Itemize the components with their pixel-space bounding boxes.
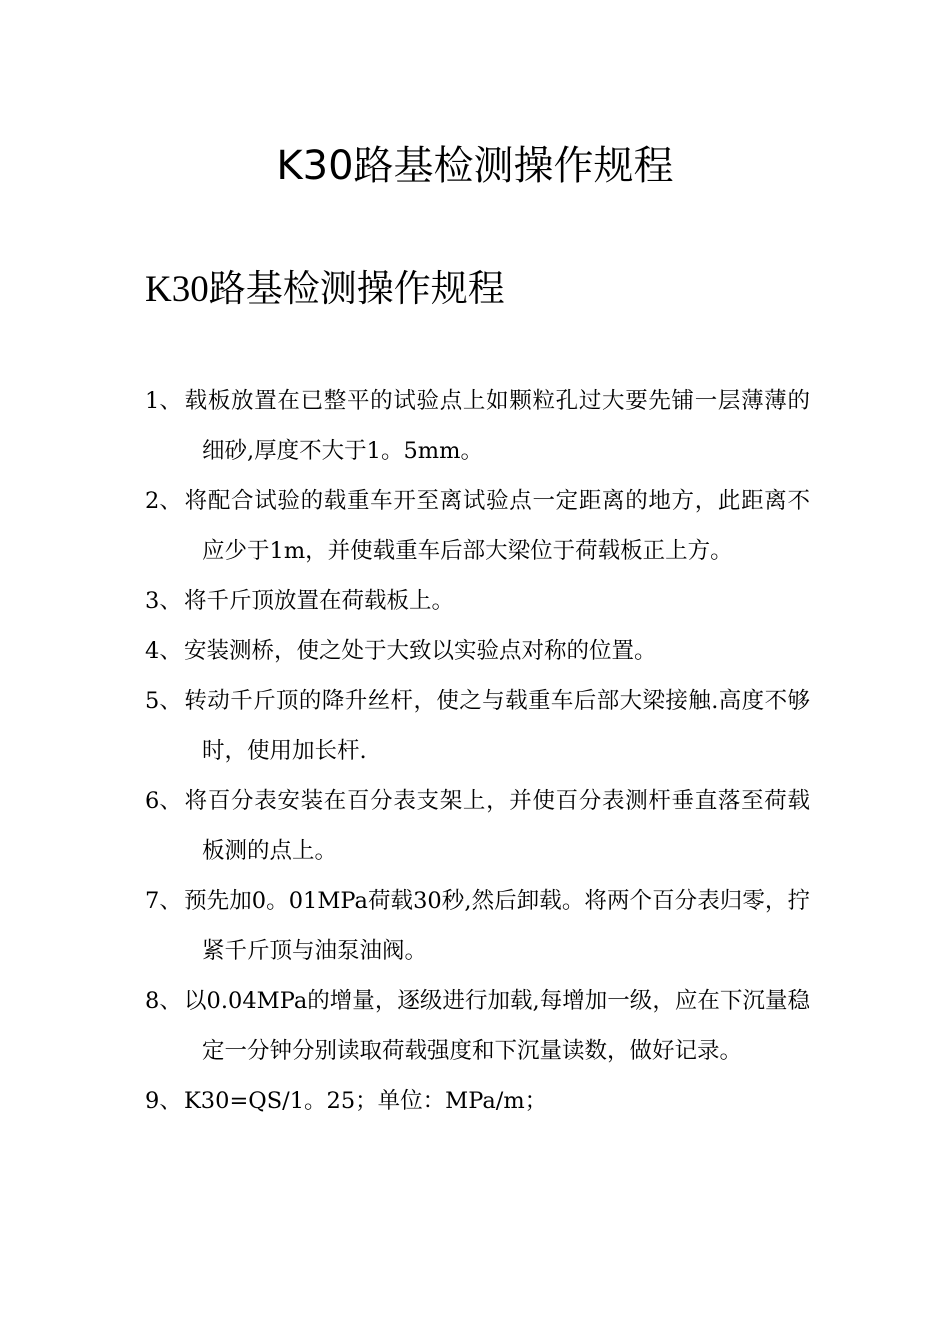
procedure-step-9 <box>145 1076 810 1126</box>
procedure-step-5 <box>145 676 810 776</box>
procedure-step-3 <box>145 576 810 626</box>
procedure-step-6 <box>145 776 810 876</box>
step-number: 6、 <box>145 788 182 814</box>
step-number: 9、 <box>145 1088 182 1114</box>
step-text: 以0.04MPa的增量，逐级进行加载,每增加一级，应在下沉量稳定一分钟分别读取荷载强度和下沉量读数，做好记录。 <box>184 988 810 1064</box>
step-number: 5、 <box>145 688 182 714</box>
step-text: 预先加0。01MPa荷载30秒,然后卸载。将两个百分表归零，拧紧千斤顶与油泵油阀。 <box>184 888 810 964</box>
step-number: 8、 <box>145 988 182 1014</box>
procedure-step-4 <box>145 626 810 676</box>
procedure-step-1 <box>145 376 810 476</box>
procedure-steps <box>145 376 810 1126</box>
step-number: 7、 <box>145 888 182 914</box>
document-title: K30路基检测操作规程 <box>276 143 674 189</box>
step-number: 4、 <box>145 638 182 664</box>
step-number: 1、 <box>145 388 182 414</box>
step-text: 安装测桥，使之处于大致以实验点对称的位置。 <box>184 638 657 664</box>
step-text: 将配合试验的载重车开至离试验点一定距离的地方，此距离不应少于1m，并使载重车后部大梁位于荷载板正上方。 <box>184 488 810 564</box>
step-text: 将千斤顶放置在荷载板上。 <box>184 588 455 614</box>
procedure-step-2 <box>145 476 810 576</box>
step-number: 2、 <box>145 488 182 514</box>
step-text: 载板放置在已整平的试验点上如颗粒孔过大要先铺一层薄薄的细砂,厚度不大于1。5mm。 <box>184 388 810 464</box>
step-text: 转动千斤顶的降升丝杆，使之与载重车后部大梁接触.高度不够时，使用加长杆. <box>184 688 810 764</box>
procedure-step-8 <box>145 976 810 1076</box>
step-text: 将百分表安装在百分表支架上，并使百分表测杆垂直落至荷载板测的点上。 <box>184 788 810 864</box>
document-subtitle: K30路基检测操作规程 <box>145 269 505 310</box>
step-number: 3、 <box>145 588 182 614</box>
procedure-step-7 <box>145 876 810 976</box>
step-text: K30=QS/1。25；单位：MPa/m； <box>184 1088 548 1114</box>
